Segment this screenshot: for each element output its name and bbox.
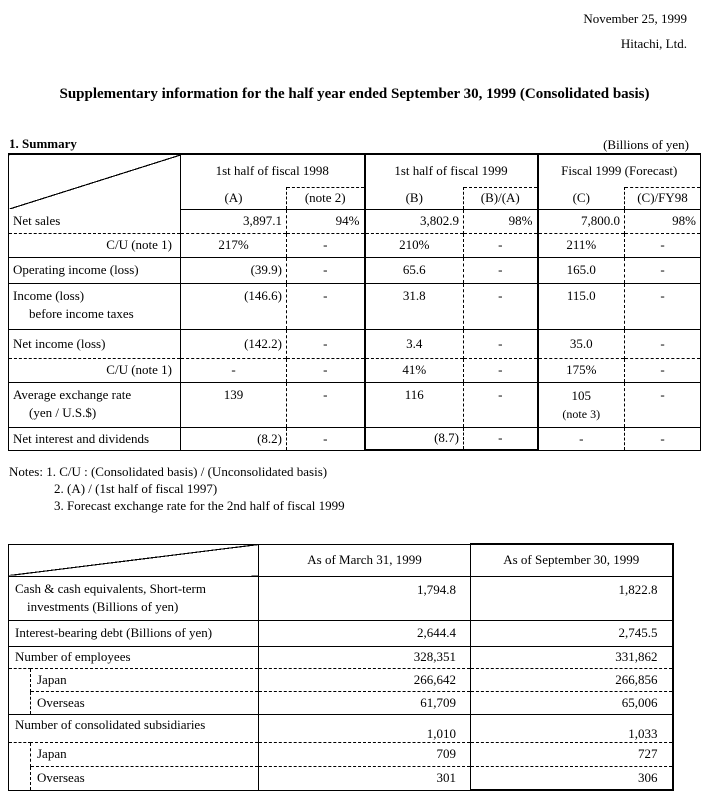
cell-value: 61,709	[259, 691, 471, 714]
cell-value: -	[625, 358, 701, 382]
cell-value: 94%	[287, 209, 365, 233]
table-row	[9, 620, 673, 646]
row-label-line1: Cash & cash equivalents, Short-term	[15, 581, 206, 596]
table-row	[9, 646, 673, 668]
row-label: Net sales	[9, 209, 181, 233]
indent-cell	[9, 766, 31, 790]
table-row	[9, 382, 701, 427]
cell-value: -	[625, 257, 701, 283]
cell-value: 7,800.0	[538, 209, 625, 233]
table-row	[9, 668, 673, 691]
cell-value: 210%	[365, 233, 464, 257]
cell-value: 31.8	[365, 283, 464, 329]
table-row	[9, 691, 673, 714]
header-row	[9, 544, 673, 576]
cell-value: (142.2)	[181, 329, 287, 358]
row-label-line1: Income (loss)	[13, 287, 85, 303]
cell-value: 3,897.1	[181, 209, 287, 233]
column-header: As of September 30, 1999	[471, 544, 673, 576]
forecast-rate-cell	[538, 382, 625, 427]
notes	[9, 463, 345, 514]
period-header: Fiscal 1999 (Forecast)	[538, 154, 701, 187]
table-row	[9, 283, 701, 329]
table-row	[9, 329, 701, 358]
cell-value: 1,033	[471, 714, 673, 742]
cell-value: 1,794.8	[259, 576, 471, 620]
cell-value: 65.6	[365, 257, 464, 283]
cell-value: -	[287, 427, 365, 450]
document-title: Supplementary information for the half year ended September 30, 1999 (Consolidated basis)	[59, 86, 650, 102]
cell-value: 3.4	[365, 329, 464, 358]
note-line: Notes: 1. C/U : (Consolidated basis) / (Unconsolidated basis)	[9, 464, 328, 479]
cell-value: 65,006	[471, 691, 673, 714]
cell-value: 266,642	[259, 668, 471, 691]
cell-value: 98%	[625, 209, 701, 233]
row-label: Net interest and dividends	[9, 427, 181, 450]
row-label-line2: before income taxes	[29, 305, 134, 321]
cell-value: 1,822.8	[471, 576, 673, 620]
cell-value: 41%	[365, 358, 464, 382]
row-label: C/U (note 1)	[9, 233, 181, 257]
cell-value: -	[625, 283, 701, 329]
row-label: Number of consolidated subsidiaries	[9, 714, 259, 742]
indent-cell	[9, 742, 31, 766]
cell-value: 709	[259, 742, 471, 766]
summary-table	[8, 153, 701, 451]
table-row	[9, 427, 701, 450]
column-subheader: (note 2)	[287, 187, 365, 209]
units-label: (Billions of yen)	[603, 137, 689, 152]
header-corner	[9, 544, 259, 576]
row-label: Japan	[31, 668, 259, 691]
column-subheader: (C)/FY98	[625, 187, 701, 209]
cell-value: 2,745.5	[471, 620, 673, 646]
cell-value: 1,010	[259, 714, 471, 742]
cell-value: -	[625, 233, 701, 257]
cell-value: -	[181, 358, 287, 382]
cell-value: 211%	[538, 233, 625, 257]
row-label	[9, 382, 181, 427]
column-header: As of March 31, 1999	[259, 544, 471, 576]
cell-value: -	[625, 329, 701, 358]
cell-value: -	[287, 329, 365, 358]
cell-value: -	[625, 427, 701, 450]
cell-value: 266,856	[471, 668, 673, 691]
cell-value: (8.2)	[181, 427, 287, 450]
cell-value: -	[464, 427, 538, 450]
table-row	[9, 358, 701, 382]
cell-value: -	[464, 233, 538, 257]
period-header: 1st half of fiscal 1999	[365, 154, 538, 187]
cell-value: 139	[181, 382, 287, 427]
cell-value: -	[464, 283, 538, 329]
note-line: 3. Forecast exchange rate for the 2nd half of fiscal 1999	[54, 498, 345, 513]
cell-value: 35.0	[538, 329, 625, 358]
section-title: 1. Summary	[9, 136, 77, 151]
company-name: Hitachi, Ltd.	[620, 36, 687, 51]
column-subheader: (A)	[181, 187, 287, 209]
column-subheader: (C)	[538, 187, 625, 209]
cell-value: -	[464, 358, 538, 382]
row-label: Operating income (loss)	[9, 257, 181, 283]
cell-value: 328,351	[259, 646, 471, 668]
cell-value: -	[464, 382, 538, 427]
note-ref: (note 3)	[562, 406, 601, 421]
cell-value: 116	[365, 382, 464, 427]
column-subheader: (B)	[365, 187, 464, 209]
table-row	[9, 257, 701, 283]
row-label	[9, 576, 259, 620]
table-row	[9, 233, 701, 257]
row-label: Overseas	[31, 766, 259, 790]
balance-table	[8, 543, 674, 791]
cell-value: (8.7)	[365, 427, 464, 450]
table-row	[9, 714, 673, 742]
cell-value: 217%	[181, 233, 287, 257]
note-line: 2. (A) / (1st half of fiscal 1997)	[54, 481, 218, 496]
table-row	[9, 766, 673, 790]
cell-value: 306	[471, 766, 673, 790]
cell-value: -	[287, 233, 365, 257]
period-header: 1st half of fiscal 1998	[181, 154, 365, 187]
cell-value: 331,862	[471, 646, 673, 668]
cell-value: 3,802.9	[365, 209, 464, 233]
table-row	[9, 742, 673, 766]
cell-value: -	[287, 283, 365, 329]
cell-value: 98%	[464, 209, 538, 233]
row-label: Number of employees	[9, 646, 259, 668]
row-label	[9, 283, 181, 329]
table-row	[9, 576, 673, 620]
row-label: Interest-bearing debt (Billions of yen)	[9, 620, 259, 646]
column-subheader: (B)/(A)	[464, 187, 538, 209]
cell-value: 105	[571, 387, 591, 403]
row-label: Net income (loss)	[9, 329, 181, 358]
cell-value: 115.0	[538, 283, 625, 329]
cell-value: -	[464, 257, 538, 283]
indent-cell	[9, 668, 31, 691]
cell-value: -	[287, 257, 365, 283]
header-corner	[9, 154, 181, 209]
cell-value: -	[287, 382, 365, 427]
cell-value: 165.0	[538, 257, 625, 283]
cell-value: 2,644.4	[259, 620, 471, 646]
cell-value: -	[538, 427, 625, 450]
row-label: Overseas	[31, 691, 259, 714]
cell-value: 175%	[538, 358, 625, 382]
report-date: November 25, 1999	[583, 11, 687, 26]
row-label: C/U (note 1)	[9, 358, 181, 382]
period-header-row	[9, 154, 701, 187]
cell-value: -	[625, 382, 701, 427]
cell-value: (39.9)	[181, 257, 287, 283]
cell-value: -	[464, 329, 538, 358]
cell-value: -	[287, 358, 365, 382]
cell-value: (146.6)	[181, 283, 287, 329]
row-label-line2: (yen / U.S.$)	[29, 404, 97, 420]
row-label: Japan	[31, 742, 259, 766]
row-label-line1: Average exchange rate	[13, 386, 132, 402]
table-row	[9, 209, 701, 233]
cell-value: 301	[259, 766, 471, 790]
row-label-line2: investments (Billions of yen)	[27, 599, 179, 614]
cell-value: 727	[471, 742, 673, 766]
indent-cell	[9, 691, 31, 714]
